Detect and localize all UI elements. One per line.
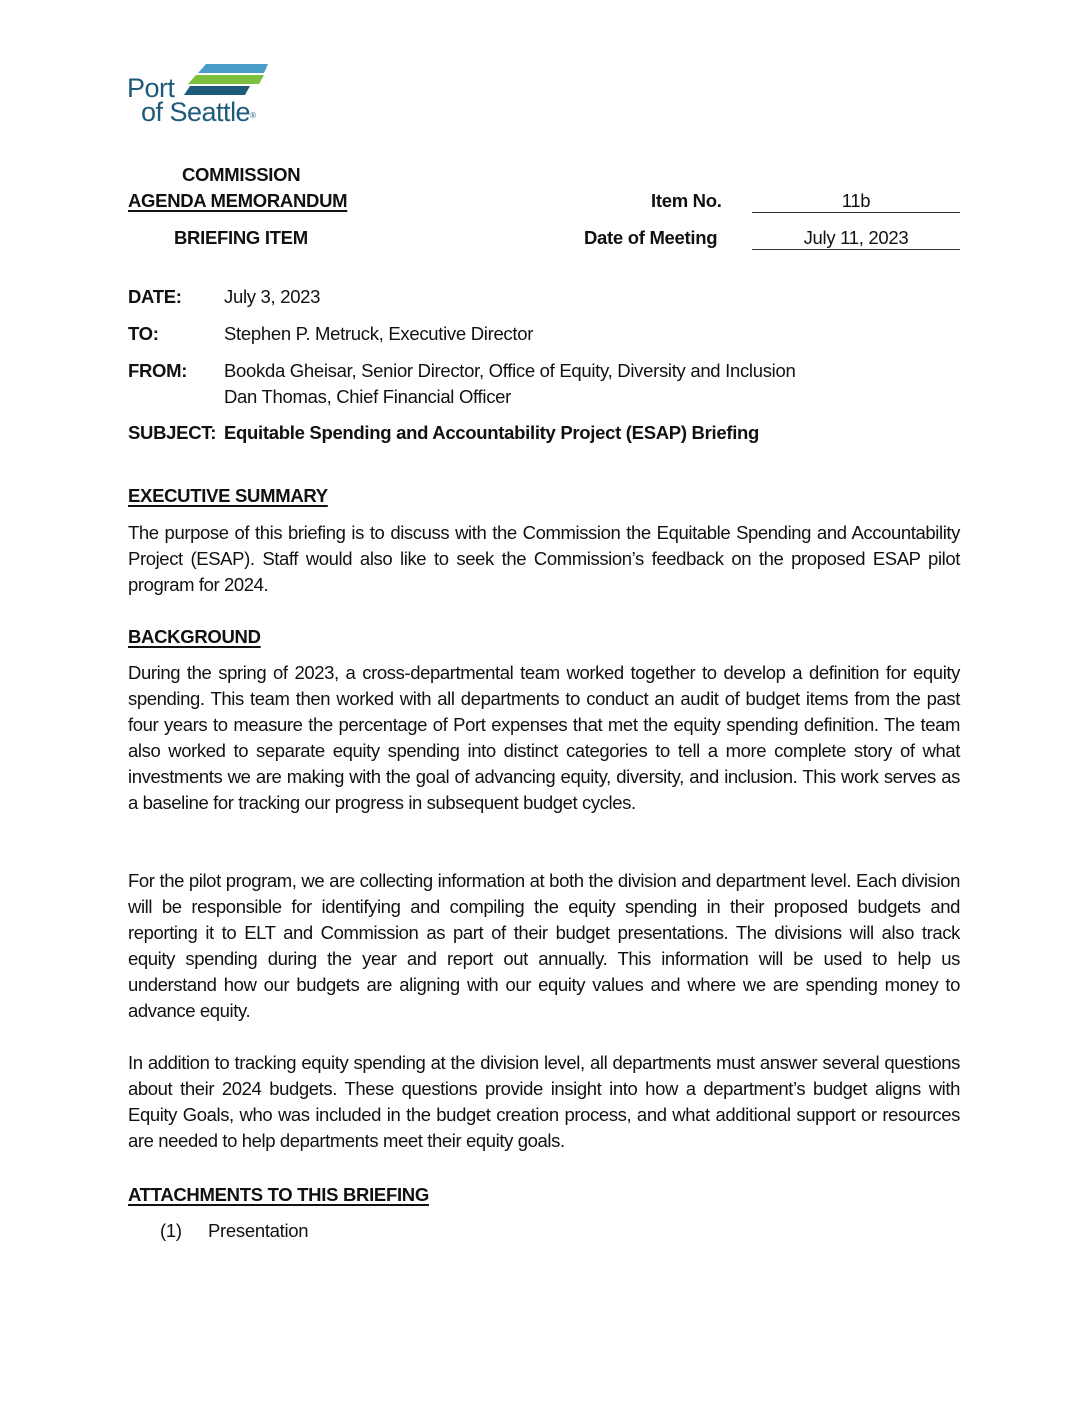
port-of-seattle-logo (127, 62, 277, 128)
memo-title-agenda-memorandum: AGENDA MEMORANDUM (128, 190, 348, 211)
subject-label: SUBJECT: (128, 422, 217, 443)
attachments-heading: ATTACHMENTS TO THIS BRIEFING (128, 1184, 429, 1205)
background-paragraph-3: In addition to tracking equity spending at the division level, all departments must answer several questions about their 2024 budgets. These questions provide insight into how a department’s budget aligns with Equity Goals, who was included in the budget creation process, and what additional support or resources are needed to help departments meet their equity goals. (128, 1052, 960, 1151)
background-paragraph-1: During the spring of 2023, a cross-departmental team worked together to develop a definition for equity spending. This team then worked with all departments to conduct an audit of budget items from the past four years to measure the percentage of Port expenses that met the equity spending definition. The team also worked to separate equity spending into distinct categories to tell a more complete story of what investments we are making with the goal of advancing equity, diversity, and inclusion. This work serves as a baseline for tracking our progress in subsequent budget cycles. (128, 662, 960, 813)
item-no-value: 11b (752, 190, 960, 213)
logo-text-of-seattle (141, 97, 256, 127)
executive-summary-text: The purpose of this briefing is to discuss with the Commission the Equitable Spending and Accountability Project (ESAP). Staff would also like to seek the Commission’s feedback on the proposed ESAP pilot program for 2024. (128, 522, 960, 595)
logo-text-port: Port (127, 73, 175, 103)
logo-text-line2: of Seattle (141, 97, 251, 127)
meeting-date-value: July 11, 2023 (752, 227, 960, 250)
from-label: FROM: (128, 360, 188, 381)
to-value: Stephen P. Metruck, Executive Director (224, 323, 534, 344)
background-paragraph-2: For the pilot program, we are collecting information at both the division and department level. Each division will be responsible for identifying and compiling the equity spending in their proposed budgets and reporting it to ELT and Commission as part of their budget presentations. The divisions will also track equity spending during the year and report out annually. This information will be used to help us understand how our budgets are aligning with our equity values and where we are spending money to advance equity. (128, 870, 960, 1021)
subject-value: Equitable Spending and Accountability Project (ESAP) Briefing (224, 422, 760, 443)
date-label: DATE: (128, 286, 182, 307)
attachment-number: (1) (160, 1220, 182, 1241)
from-value-1: Bookda Gheisar, Senior Director, Office of Equity, Diversity and Inclusion (224, 360, 796, 381)
logo-stripes-icon (184, 62, 270, 98)
meeting-date-label: Date of Meeting (584, 227, 718, 248)
memo-item-type: BRIEFING ITEM (174, 227, 308, 248)
memo-title-commission: COMMISSION (182, 164, 301, 185)
registered-mark: ® (250, 111, 256, 120)
executive-summary-heading: EXECUTIVE SUMMARY (128, 485, 328, 506)
from-value-2: Dan Thomas, Chief Financial Officer (224, 386, 511, 407)
to-label: TO: (128, 323, 159, 344)
item-no-label: Item No. (651, 190, 722, 211)
attachment-presentation-link[interactable]: Presentation (208, 1220, 309, 1241)
background-heading: BACKGROUND (128, 626, 261, 647)
date-value: July 3, 2023 (224, 286, 321, 307)
